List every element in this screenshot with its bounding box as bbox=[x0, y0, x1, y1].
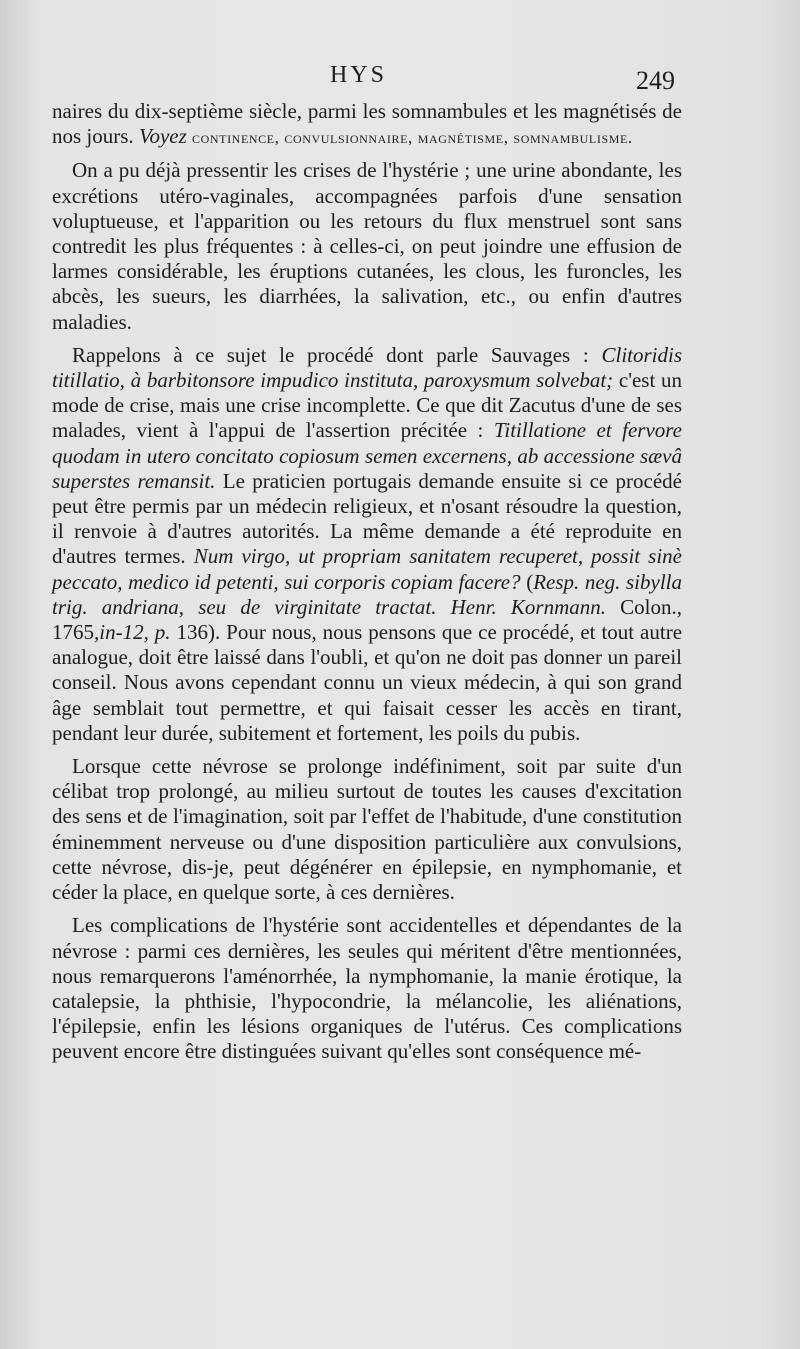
p3-text-c: Le praticien portugais demande ensuite si ce procédé peut être permis par un médecin religieux, et n'osant résoudre la question, il renvoie à d'autres autorités. La même demande a été reproduite en d'autres termes. bbox=[52, 468, 682, 569]
paragraph-3 bbox=[52, 343, 682, 746]
page-header bbox=[0, 60, 800, 94]
p1-text: naires du dix-septième siècle, parmi les somnambules et les magnétisés de nos jours. bbox=[52, 99, 682, 149]
paragraph-1 bbox=[52, 99, 682, 150]
p3-latin-quote-2: Titillatione et fervore quodam in utero concitato copiosum semen excernens, ab accessione sævâ superstes remansit. bbox=[52, 418, 683, 493]
p3-latin-quote-3: Num virgo, ut propriam sanitatem recuperet, possit sinè peccato, medico id petenti, sui corporis copiam facere? bbox=[52, 544, 683, 594]
paragraph-2: On a pu déjà pressentir les crises de l'hystérie ; une urine abondante, les excrétions utéro-vaginales, accompagnées parfois d'une sensation voluptueuse, et l'apparition ou les retours du flux menstruel sont sans contredit les plus fréquentes : à celles-ci, on peut joindre une effusion de larmes considérable, les éruptions cutanées, les clous, les furoncles, les abcès, les sueurs, les diarrhées, la salivation, etc., ou enfin d'autres maladies. bbox=[52, 158, 682, 334]
running-head: HYS bbox=[330, 62, 388, 88]
p1-voyez: Voyez bbox=[138, 124, 187, 149]
body-text bbox=[52, 99, 682, 1065]
p3-text-d: ( bbox=[526, 569, 534, 594]
p3-citation: Resp. neg. sibylla trig. andriana, seu de virginitate tractat. Henr. Kornmann. bbox=[52, 569, 683, 619]
p3-text-a: Rappelons à ce sujet le procédé dont parle Sauvages : bbox=[72, 342, 589, 367]
paragraph-4: Lorsque cette névrose se prolonge indéfiniment, soit par suite d'un célibat trop prolongé, au milieu surtout de toutes les causes d'excitation des sens et de l'imagination, soit par l'effet de l'habitude, d'une constitution éminemment nerveuse ou d'une disposition particulière aux convulsions, cette névrose, dis-je, peut dégénérer en épilepsie, en nymphomanie, et céder la place, en quelque sorte, à ces dernières. bbox=[52, 754, 682, 905]
p3-latin-quote-1: Clitoridis titillatio, à barbitonsore impudico instituta, paroxysmum solvebat; bbox=[52, 342, 683, 393]
paragraph-5: Les complications de l'hystérie sont accidentelles et dépendantes de la névrose : parmi ces dernières, les seules qui méritent d'être mentionnées, nous remarquerons l'aménorrhée, la nymphomanie, la manie érotique, la catalepsie, la phthisie, l'hypocondrie, la mélancolie, les aliénations, l'épilepsie, enfin les lésions organiques de l'utérus. Ces complications peuvent encore être distinguées suivant qu'elles sont conséquence mé- bbox=[52, 913, 682, 1064]
p1-cross-references: continence, convulsionnaire, magnétisme, somnambulisme. bbox=[192, 128, 633, 148]
p3-text-b: c'est un mode de crise, mais une crise incomplette. Ce que dit Zacutus d'une de ses malades, vient à l'appui de l'assertion précitée : bbox=[52, 368, 683, 443]
p3-text-e: Colon., 1765, bbox=[52, 594, 682, 645]
page-number: 249 bbox=[636, 66, 675, 95]
p3-citation-format: in-12, p. bbox=[99, 620, 171, 645]
p3-text-f: 136). Pour nous, nous pensons que ce procédé, et tout autre analogue, doit être laissé dans l'oubli, et qu'on ne doit pas donner un pareil conseil. Nous avons cependant connu un vieux médecin, à qui son grand âge semblait tout permettre, et qui faisait cesser les accès en tirant, pendant leur durée, subitement et fortement, les poils du pubis. bbox=[52, 620, 683, 745]
